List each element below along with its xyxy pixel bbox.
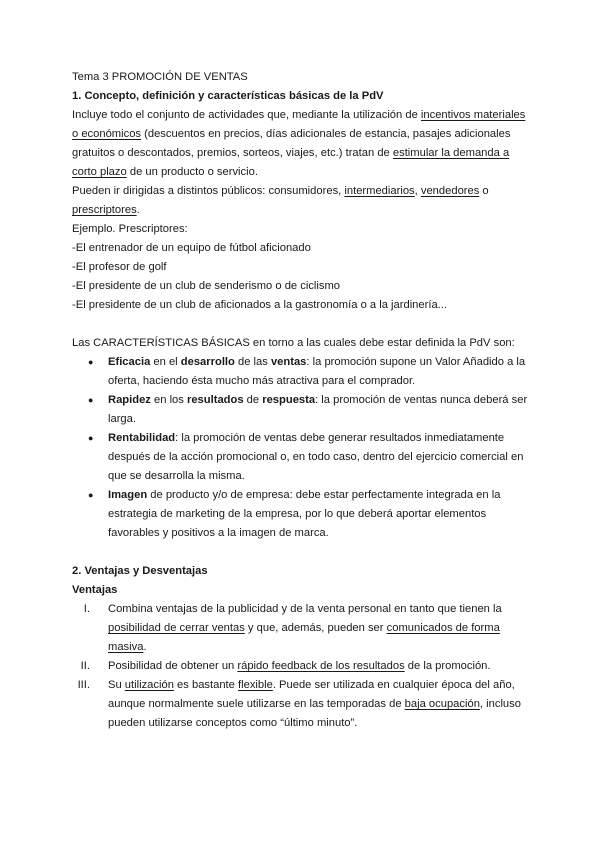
characteristic-item [72, 429, 532, 486]
adv-underline: comunicados de forma masiva [108, 622, 500, 653]
characteristic-item [72, 353, 532, 391]
char-bold: respuesta [262, 394, 316, 406]
example-label: Ejemplo. Prescriptores: [72, 223, 188, 235]
adv-text: Posibilidad de obtener un [108, 660, 238, 672]
spacer [72, 315, 532, 334]
char-bold: Imagen [108, 489, 148, 501]
section-2-heading: 2. Ventajas y Desventajas [72, 565, 208, 577]
publics-text-1: Pueden ir dirigidas a distintos públicos: consumidores, [72, 185, 345, 197]
char-bold: resultados [186, 394, 244, 406]
publics-underline-3: prescriptores [72, 204, 137, 216]
intro-text-3: de un producto o servicio. [126, 166, 258, 178]
char-text: : la promoción de ventas nunca deberá ser larga. [108, 394, 528, 425]
publics-text-3: o [479, 185, 489, 197]
char-text: : la promoción de ventas debe generar resultados inmediatamente después de la acción promocional o, en todo caso, dentro del ejercicio comercial en que se desarrolla la misma. [108, 432, 524, 482]
characteristics-list [72, 353, 532, 543]
adv-text: . Puede ser utilizada en cualquier época del año, aunque normalmente suele utilizarse en las temporadas de [108, 679, 515, 710]
characteristics-intro: Las CARACTERÍSTICAS BÁSICAS en torno a las cuales debe estar definida la PdV son: [72, 337, 515, 349]
adv-text: Combina ventajas de la publicidad y de la venta personal en tanto que tienen la [108, 603, 502, 615]
advantage-item [72, 676, 532, 733]
intro-underline-1: incentivos materiales o económicos [72, 109, 526, 140]
item-number: III. [77, 679, 90, 691]
section-2-subheading: Ventajas [72, 584, 118, 596]
char-bold: ventas [270, 356, 307, 368]
publics-underline-2: vendedores [420, 185, 480, 197]
char-text: de [243, 394, 263, 406]
example-line: -El entrenador de un equipo de fútbol aficionado [72, 242, 311, 254]
document-title: Tema 3 PROMOCIÓN DE VENTAS [72, 71, 248, 83]
char-bold: Rentabilidad [108, 432, 176, 444]
adv-underline: utilización [124, 679, 174, 691]
adv-underline: flexible [238, 679, 273, 691]
intro-text-1: Incluye todo el conjunto de actividades que, mediante la utilización de [72, 109, 421, 121]
bullet-icon: ● [88, 433, 94, 443]
char-text: de las [234, 356, 271, 368]
advantages-list [72, 600, 532, 733]
publics-text-2: , [414, 185, 421, 197]
example-line: -El presidente de un club de senderismo o de ciclismo [72, 280, 341, 292]
intro-paragraph [72, 106, 532, 182]
adv-text: es bastante [173, 679, 238, 691]
intro-underline-2: estimular la demanda a corto plazo [72, 147, 510, 178]
adv-text: de la promoción. [404, 660, 491, 672]
char-text: en los [150, 394, 187, 406]
section-1-heading: 1. Concepto, definición y características básicas de la PdV [72, 90, 384, 102]
characteristic-item [72, 391, 532, 429]
item-number: I. [83, 603, 90, 615]
adv-text: , incluso pueden utilizarse conceptos como “último minuto”. [108, 698, 521, 729]
char-text: en el [150, 356, 181, 368]
adv-text: . [143, 641, 147, 653]
document-body [72, 68, 532, 733]
publics-underline-1: intermediarios [344, 185, 415, 197]
advantage-item [72, 657, 532, 676]
adv-underline: baja ocupación [404, 698, 480, 710]
example-line: -El profesor de golf [72, 261, 167, 273]
bullet-icon: ● [88, 357, 94, 367]
char-text: de producto y/o de empresa: debe estar perfectamente integrada en la estrategia de marketing de la empresa, por lo que deberá aportar elementos favorables y positivos a la imagen de marca. [108, 489, 501, 539]
adv-text: Su [108, 679, 125, 691]
char-bold: Rapidez [108, 394, 151, 406]
char-text: : la promoción supone un Valor Añadido a la oferta, haciendo ésta mucho más atractiva para el comprador. [108, 356, 526, 387]
intro-text-2: (descuentos en precios, días adicionales de estancia, pasajes adicionales gratuitos o descontados, premios, sorteos, viajes, etc.) tratan de [72, 128, 511, 159]
char-bold: desarrollo [180, 356, 235, 368]
bullet-icon: ● [88, 395, 94, 405]
adv-text: y que, además, pueden ser [244, 622, 387, 634]
example-line: -El presidente de un club de aficionados a la gastronomía o a la jardinería... [72, 299, 448, 311]
advantage-item [72, 600, 532, 657]
characteristic-item [72, 486, 532, 543]
char-bold: Eficacia [108, 356, 151, 368]
publics-text-4: . [136, 204, 140, 216]
item-number: II. [80, 660, 90, 672]
adv-underline: posibilidad de cerrar ventas [108, 622, 245, 634]
adv-underline: rápido feedback de los resultados [237, 660, 405, 672]
publics-paragraph [72, 182, 532, 220]
spacer [72, 543, 532, 562]
bullet-icon: ● [88, 490, 94, 500]
